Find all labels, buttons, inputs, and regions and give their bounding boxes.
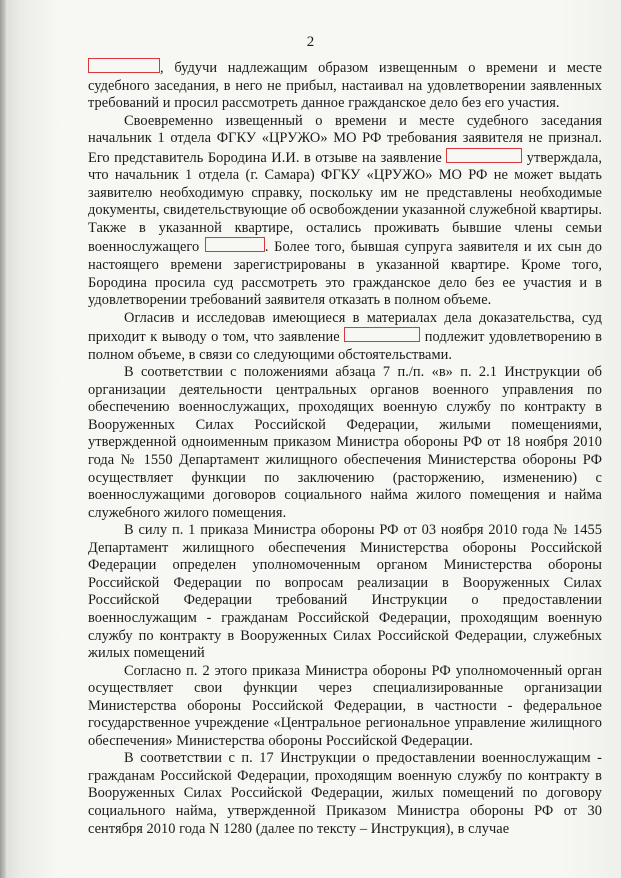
page-fold-shadow [0, 0, 6, 878]
document-body [88, 58, 602, 838]
paragraph-5 [88, 522, 602, 662]
redaction-box [446, 148, 522, 163]
paragraph-text: Огласив и исследовав имеющиеся в материалах дела доказательства, суд приходит к выводу о том, что заявление [88, 309, 602, 346]
redaction-box [205, 237, 265, 252]
paragraph-text: подлежит удовлетворению в полном объеме, в связи со следующими обстоятельствами. [88, 329, 603, 363]
paragraph-text: В силу п. 1 приказа Министра обороны РФ от 03 ноября 2010 года № 1455 Департамент жилищного обеспечения Министерства обороны Российской Федерации определен уполномоченным органом Министерства обороны Российской Федерации по вопросам реализации в Вооруженных Силах Российской Федерации требований Инструкции о предоставлении военнослужащим - гражданам Российской Федерации, проходящим военную службу по контракту в Вооруженных Силах Российской Федерации, служебных жилых помещений [88, 522, 602, 662]
paragraph-text: . Более того, бывшая супруга заявителя и их сын до настоящего времени зарегистрированы в указанной квартире. Кроме того, Бородина просила суд рассмотреть это гражданское дело без ее участия и в удовлетворении требований заявителя отказать в полном объеме. [88, 239, 603, 309]
paragraph-text: Согласно п. 2 этого приказа Министра обороны РФ уполномоченный орган осуществляет свои функции через специализированные организации Министерства обороны Российской Федерации, в частности - федеральное государственное учреждение «Центральное региональное управление жилищного обеспечения» Министерства обороны Российской Федерации. [88, 662, 602, 749]
paragraph-6 [88, 663, 602, 751]
paragraph-text: Своевременно извещенный о времени и месте судебного заседания начальник 1 отдела ФГКУ «ЦРУЖО» МО РФ требования заявителя не признал. Его представитель Бородина И.И. в отзыве на заявление [88, 112, 602, 166]
paragraph-3 [88, 310, 602, 365]
paragraph-4 [88, 364, 602, 522]
paragraph-7 [88, 750, 602, 838]
paragraph-text: В соответствии с положениями абзаца 7 п./п. «в» п. 2.1 Инструкции об организации деятельности центральных органов военного управления по обеспечению военнослужащих, проходящих военную службу по контракту в Вооруженных Силах Российской Федерации, жилыми помещениями, утвержденной одноименным приказом Министра обороны РФ от 18 ноября 2010 года № 1550 Департамент жилищного обеспечения Министерства обороны РФ осуществляет функции по заключению (расторжению, изменению) с военнослужащими договоров социального найма жилого помещения и найма служебного жилого помещения. [88, 364, 602, 521]
paragraph-text: В соответствии с п. 17 Инструкции о предоставлении военнослужащим - гражданам Российской Федерации, проходящим военную службу по контракту в Вооруженных Силах Российской Федерации, жилых помещений по договору социального найма, утвержденной Приказом Министра обороны РФ от 30 сентября 2010 года N 1280 (далее по тексту – Инструкция), в случае [88, 750, 602, 837]
redaction-box [344, 327, 420, 342]
page-number: 2 [306, 34, 315, 50]
paragraph-1 [88, 58, 602, 113]
redaction-box [88, 58, 160, 73]
paragraph-text: утверждала, что начальник 1 отдела (г. Самара) ФГКУ «ЦРУЖО» МО РФ не может выдать заявителю необходимую справку, поскольку им не представлены необходимые документы, свидетельствующие об освобождении указанной служебной квартиры. Также в указанной квартире, остались проживать бывшие члены семьи военнослужащего [88, 149, 602, 256]
paragraph-2 [88, 113, 602, 310]
paragraph-text: , будучи надлежащим образом извещенным о времени и месте судебного заседания, в него не прибыл, настаивал на удовлетворении заявленных требований и просил рассмотреть данное гражданское дело без его участия. [88, 60, 602, 112]
